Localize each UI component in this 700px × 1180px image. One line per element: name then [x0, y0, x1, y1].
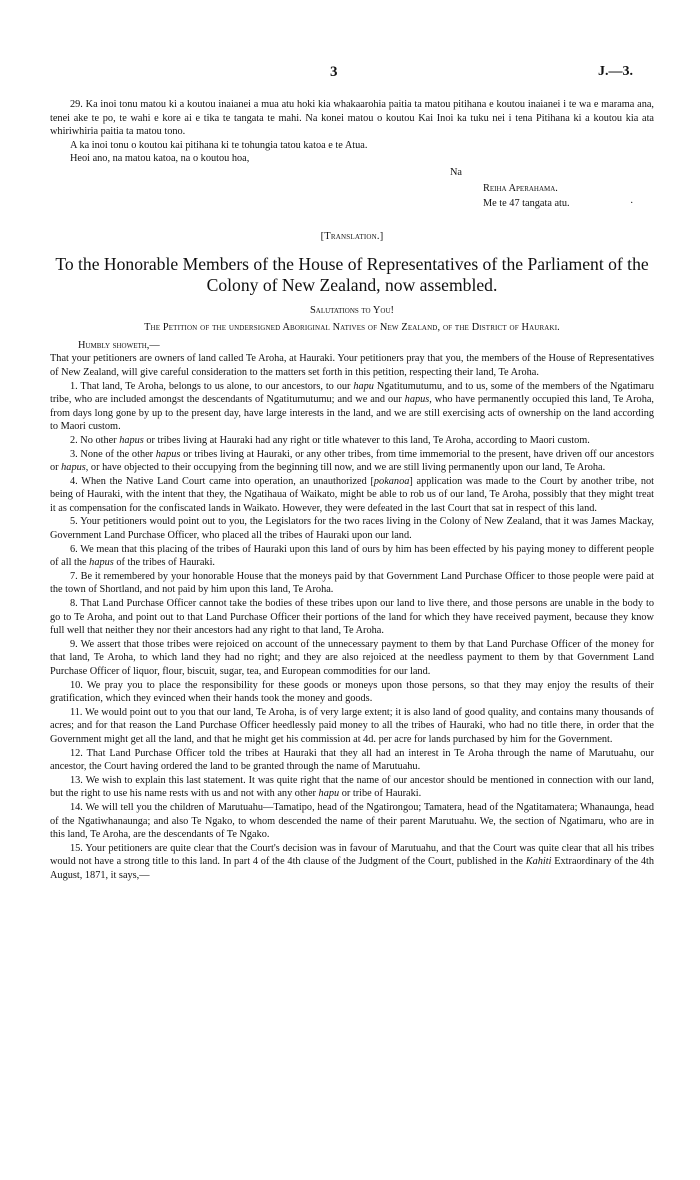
page-header	[0, 44, 700, 80]
paragraph-14: 14. We will tell you the children of Marutuahu—Tamatipo, head of the Ngatirongou; Tamatera, head of the Ngatitamatera; Whanaunga, head of the Ngatiwhanaunga; and also Te Ngako, to whom descended the name of their parent Marutuahu. We, the section of Ngatimaru, who are in this land, Te Aroha, are the descendants of Te Ngako.	[50, 801, 654, 841]
page-number: 3	[330, 64, 338, 80]
paragraph-15: 15. Your petitioners are quite clear that the Court's decision was in favour of Marutuahu, and that the Court was quite clear that all his tribes would not have a strong title to this land. In part 4 of the 4th clause of the Judgment of the Court, published in the Kahiti Extraordinary of the 4th August, 1871, it says,—	[50, 842, 654, 881]
maori-paragraph-29: 29. Ka inoi tonu matou ki a koutou inaianei a mua atu hoki kia whakaarohia paitia ta matou pitihana e koutou inaianei i te wa e marama ana, tenei ake te po, te wahi e kore ai e tika te tangata te mahi. Na konei matou o koutou Kai Inoi ka tuku nei i tena Pitihana ki a koutou kia ata whiriwhiria paitia ta matou tono.	[50, 99, 654, 138]
translation-label: [Translation.]	[320, 230, 384, 242]
paragraph-2: 2. No other hapus or tribes living at Hauraki had any right or title whatever to this land, Te Aroha, according to Maori custom.	[70, 434, 590, 446]
paragraph-12: 12. That Land Purchase Officer told the tribes at Hauraki that they all had an interest in Te Aroha through the name of Marutuahu, our ancestor, the Court having ordered the land to be granted through the name of Marutuahu.	[50, 747, 654, 773]
maori-prayer-line: A ka inoi tonu o koutou kai pitihana ki te tohungia tatou katoa e te Atua.	[70, 139, 368, 151]
signature-na: Na	[450, 166, 463, 178]
salutation: Salutations to You!	[309, 304, 395, 316]
maori-closing-line: Heoi ano, na matou katoa, na o koutou hoa,	[70, 153, 250, 165]
paragraph-4: 4. When the Native Land Court came into operation, an unauthorized [pokanoa] application was made to the Court by another tribe, not being of Hauraki, with the intent that they, the Ngatihaua of Waikato, might be able to rob us of our land, Te Aroha, possibly that they might treat it as compensation for the confiscated lands in Waikato. However, they were defeated in the last Court that sat in respect of this land.	[50, 475, 654, 514]
paragraph-3: 3. None of the other hapus or tribes living at Hauraki, or any other tribes, from time immemorial to the present, have driven off our ancestors or hapus, or have objected to their occupying from the beginning till now, and we are still living permanently upon our land, Te Aroha.	[50, 448, 654, 474]
paragraph-5: 5. Your petitioners would point out to you, the Legislators for the two races living in the Colony of New Zealand, that it was James Mackay, Government Land Purchase Officer, who placed all the tribes of Hauraki upon our land.	[50, 516, 654, 542]
paragraph-6: 6. We mean that this placing of the tribes of Hauraki upon this land of ours by him has been effected by his paying money to different people of all the hapus of the tribes of Hauraki.	[50, 543, 654, 569]
paragraph-9: 9. We assert that those tribes were rejoiced on account of the unnecessary payment to them by that Land Purchase Officer of the money for that land, Te Aroha, to which land they had no right; and they are also rejoiced at the needless payment to them by that Government Land Purchase Officer of liquor, flour, biscuit, sugar, tea, and European commodities for our land.	[50, 638, 654, 677]
signature-block	[50, 166, 654, 216]
signature-mark: ·	[630, 197, 634, 209]
paragraph-1: 1. That land, Te Aroha, belongs to us alone, to our ancestors, to our hapu Ngatitumutumu, and to us, some of the members of the Ngatimaru tribe, who are included amongst the descendants of Ngatitumutumu; and we and our hapus, who have permanently occupied this land, Te Aroha, from days long gone by up to the present day, have large interests in the land, and we are still exercising acts of ownership on the land according to Maori custom.	[50, 380, 654, 433]
paragraph-13: 13. We wish to explain this last statement. It was quite right that the name of our ancestor should be mentioned in connection with our land, but the right to use his name rests with us and not with any other hapu or tribe of Hauraki.	[50, 774, 654, 800]
document-body	[50, 98, 654, 883]
intro-paragraph: That your petitioners are owners of land called Te Aroha, at Hauraki. Your petitioners pray that you, the members of the House of Representatives of New Zealand, will give careful consideration to the matters set forth in this petition, respecting their land, Te Aroha.	[50, 353, 654, 378]
paragraph-11: 11. We would point out to you that our land, Te Aroha, is of very large extent; it is also land of good quality, and contains many thousands of acres; and for that reason the Land Purchase Officer heedlessly paid money to all the tribes of Hauraki, who had no title there, in order that the Government might get all the land, and that he might get his commission at 4d. per acre for lands purchased by him for the Government.	[50, 706, 654, 745]
paragraph-10: 10. We pray you to place the responsibility for these goods or moneys upon those persons, so that they may enjoy the results of their gratification, which they evinced when their hands took the money and goods.	[50, 679, 654, 705]
document-reference: J.—3.	[598, 64, 633, 79]
paragraph-8: 8. That Land Purchase Officer cannot take the bodies of these tribes upon our land to live there, and those persons are unable in the body to go to Te Aroha, and point out to that Land Purchase Officer their portions of the land for which they have received payment, because they know full well that neither they nor their ancestors had any right to that land, Te Aroha.	[50, 598, 654, 637]
petition-heading: The Petition of the undersigned Aboriginal Natives of New Zealand, of the District of Hauraki.	[144, 322, 560, 334]
petition-title: To the Honorable Members of the House of Representatives of the Parliament of the Colony of New Zealand, now assembled.	[55, 253, 649, 295]
humbly-showeth: Humbly showeth,—	[78, 339, 160, 351]
paragraph-7: 7. Be it remembered by your honorable House that the moneys paid by that Government Land Purchase Officer to those people were paid at the town of Shortland, and not paid by him upon this land, Te Aroha.	[50, 570, 654, 596]
signature-name: Reiha Aperahama.	[483, 182, 558, 194]
signature-count: Me te 47 tangata atu.	[483, 197, 570, 209]
